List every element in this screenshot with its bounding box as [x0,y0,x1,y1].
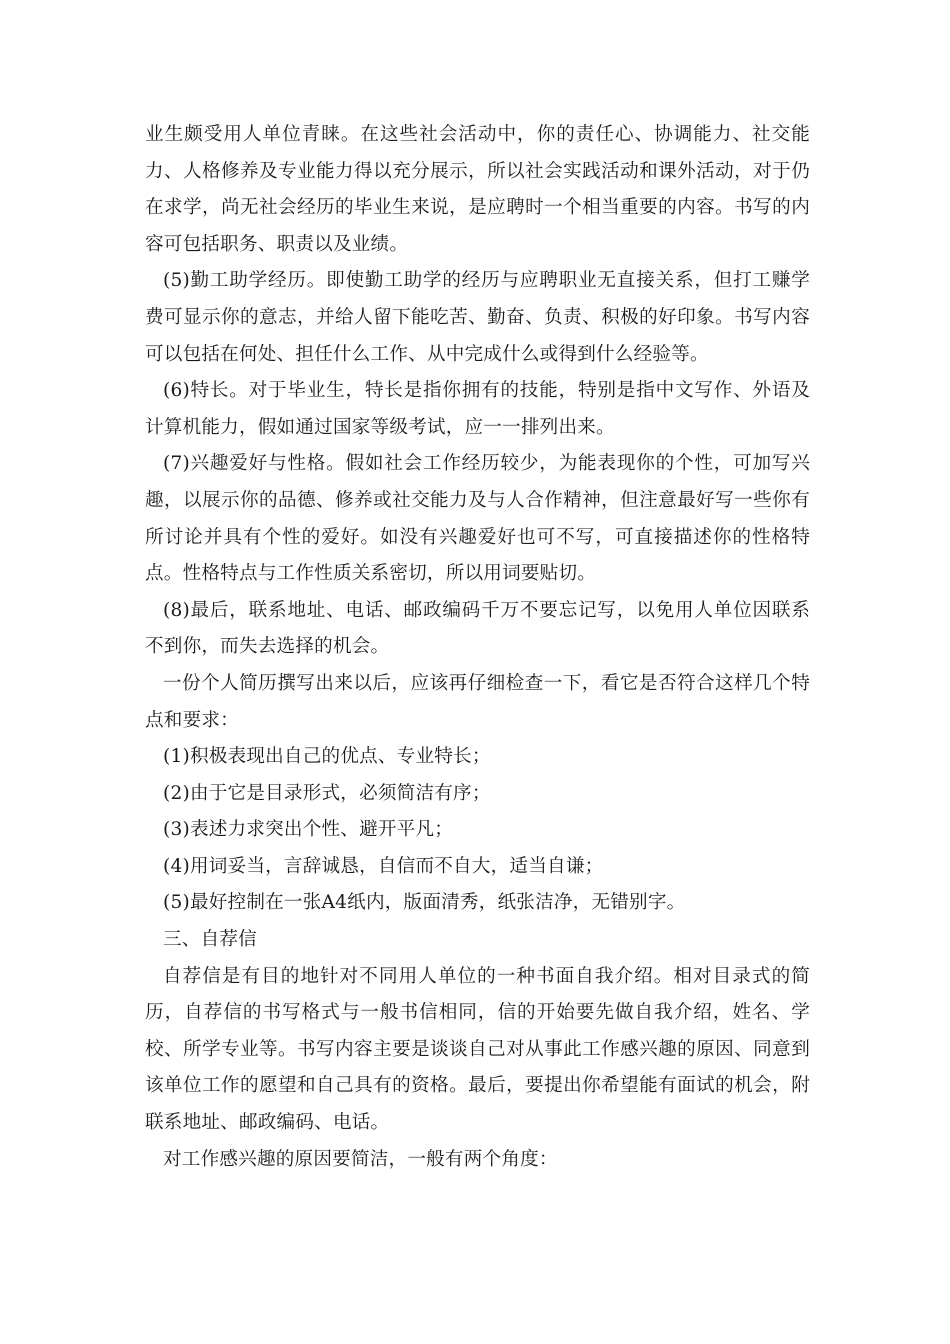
list-item-wording: (4)用词妥当，言辞诚恳，自信而不自大，适当自谦； [163,855,604,877]
paragraph-specialties: (6)特长。对于毕业生，特长是指你拥有的技能，特别是指中文写作、外语及计算机能力，假如通过国家等级考试，应一一排列出来。 [145,380,810,438]
paragraph-contact-info: (8)最后，联系地址、电话、邮政编码千万不要忘记写，以免用人单位因联系不到你，而失去选择的机会。 [145,599,810,658]
list-item-individuality: (3)表述力求突出个性、避开平凡； [163,819,454,841]
list-item-strengths: (1)积极表现出自己的优点、专业特长； [163,746,491,768]
paragraph-hobbies-personality: (7)兴趣爱好与性格。假如社会工作经历较少，为能表现你的个性，可加写兴趣，以展示你的品德、修养或社交能力及与人合作精神，但注意最好写一些你有所讨论并具有个性的爱好。如没有兴趣爱好也可不写，可直接描述你的性格特点。性格特点与工作性质关系密切，所以用词要贴切。 [145,453,810,585]
paragraph-interest-reasons: 对工作感兴趣的原因要简洁，一般有两个角度： [163,1148,558,1170]
paragraph-social-activities-cont: 业生颇受用人单位青睐。在这些社会活动中，你的责任心、协调能力、社交能力、人格修养及专业能力得以充分展示，所以社会实践活动和课外活动，对于仍在求学，尚无社会经历的毕业生来说，是应聘时一个相当重要的内容。书写的内容可包括职务、职责以及业绩。 [145,124,810,255]
paragraph-review-intro: 一份个人简历撰写出来以后，应该再仔细检查一下，看它是否符合这样几个特点和要求： [145,672,810,731]
section-heading-cover-letter: 三、自荐信 [163,929,257,951]
document-body [145,117,810,1178]
list-item-one-page: (5)最好控制在一张A4纸内，版面清秀，纸张洁净，无错别字。 [163,892,686,914]
list-item-concise: (2)由于它是目录形式，必须简洁有序； [163,782,491,804]
paragraph-cover-letter: 自荐信是有目的地针对不同用人单位的一种书面自我介绍。相对目录式的简历，自荐信的书写格式与一般书信相同，信的开始要先做自我介绍，姓名、学校、所学专业等。书写内容主要是谈谈自己对从事此工作感兴趣的原因、同意到该单位工作的愿望和自己具有的资格。最后，要提出你希望能有面试的机会，附联系地址、邮政编码、电话。 [145,965,810,1134]
paragraph-work-study: (5)勤工助学经历。即使勤工助学的经历与应聘职业无直接关系，但打工赚学费可显示你的意志，并给人留下能吃苦、勤奋、负责、积极的好印象。书写内容可以包括在何处、担任什么工作、从中完成什么或得到什么经验等。 [145,270,810,365]
